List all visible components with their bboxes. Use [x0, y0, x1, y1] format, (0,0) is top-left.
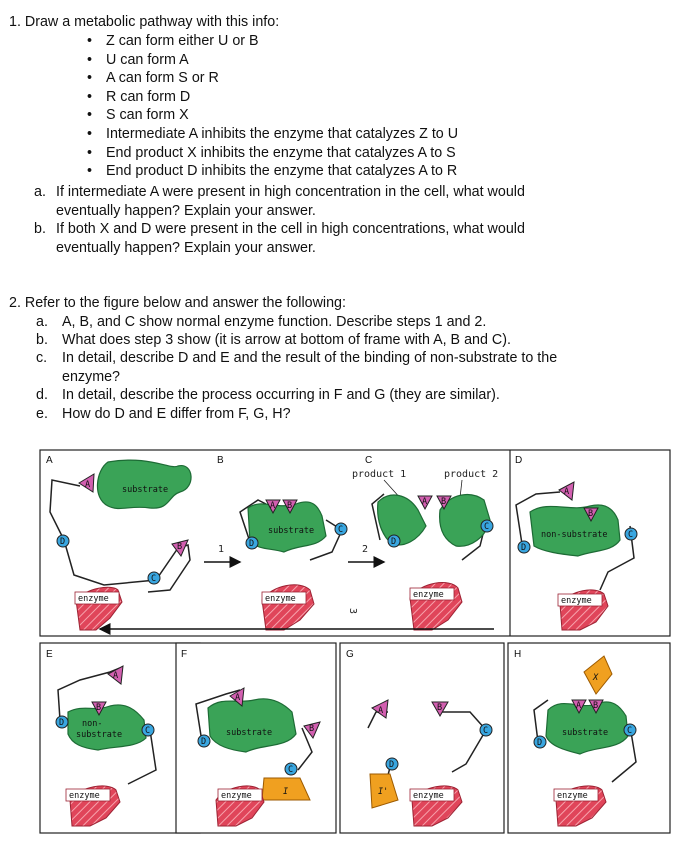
svg-text:C: C — [151, 574, 157, 584]
panel-label-e: E — [46, 649, 53, 660]
panel-label-f: F — [181, 649, 188, 660]
q1a-letter: a. — [34, 184, 46, 200]
panel-label-a: A — [46, 455, 53, 466]
q1b-letter: b. — [34, 221, 46, 237]
svg-text:D: D — [537, 738, 543, 748]
svg-text:B: B — [309, 724, 315, 734]
panel-e-non-substrate — [68, 705, 146, 750]
svg-text:A: A — [378, 706, 384, 716]
svg-text:D: D — [391, 537, 397, 547]
question-2-heading: 2. Refer to the figure below and answer the following: — [9, 295, 346, 311]
svg-text:D: D — [59, 718, 65, 728]
panel-d-enzyme-label: enzyme — [561, 596, 592, 606]
svg-text:X: X — [593, 673, 599, 683]
bullet-marker: • — [87, 126, 93, 142]
q2-item-text: How do D and E differ from F, G, H? — [62, 406, 291, 422]
svg-text:I: I — [283, 787, 289, 797]
panel-label-d: D — [515, 455, 523, 466]
panel-h-enzyme-label: enzyme — [557, 791, 588, 801]
svg-text:D: D — [201, 737, 207, 747]
bullet-marker: • — [87, 88, 93, 105]
panel-f-enzyme-label: enzyme — [221, 791, 252, 801]
panel-c-enzyme-label: enzyme — [413, 590, 444, 600]
svg-text:A: A — [576, 701, 582, 711]
panel-label-c: C — [365, 455, 373, 466]
panel-a-enzyme-label: enzyme — [78, 594, 109, 604]
question-1-heading: 1. Draw a metabolic pathway with this info: — [9, 14, 280, 30]
q2-item-letter: d. — [36, 387, 48, 403]
svg-text:D: D — [521, 543, 527, 553]
bullet-marker: • — [87, 107, 93, 124]
q2-item-text-continued: enzyme? — [62, 368, 121, 385]
q1a-line-1: If intermediate A were present in high concentration in the cell, what would — [56, 184, 525, 200]
product-1-label: product 1 — [352, 469, 407, 480]
panel-label-g: G — [346, 649, 354, 660]
svg-text:A: A — [422, 497, 428, 507]
q2-item-letter: c. — [36, 350, 48, 366]
step-1-label: 1 — [218, 544, 225, 555]
svg-text:C: C — [627, 726, 633, 736]
q2-item-text: In detail, describe the process occurring in F and G (they are similar). — [62, 387, 500, 403]
panel-b-enzyme-label: enzyme — [265, 594, 296, 604]
panel-b-substrate-label: substrate — [268, 526, 315, 536]
q1-bullet-item: A can form S or R — [106, 70, 219, 87]
svg-text:C: C — [338, 525, 344, 535]
step-2-label: 2 — [362, 544, 369, 555]
enzyme-inhibition-figure — [38, 448, 676, 848]
bullet-marker: • — [87, 144, 93, 161]
q1b-line-1: If both X and D were present in the cell in high concentrations, what would — [56, 221, 525, 237]
step-3-label: 3 — [347, 608, 358, 615]
product-2-label: product 2 — [444, 469, 499, 480]
svg-text:I': I' — [378, 787, 389, 797]
svg-text:B: B — [437, 703, 443, 713]
svg-text:B: B — [593, 701, 599, 711]
q1-bullet-item: End product D inhibits the enzyme that catalyzes A to R — [106, 163, 458, 180]
panel-g-enzyme-label: enzyme — [413, 791, 444, 801]
panel-h-substrate-label: substrate — [562, 728, 609, 738]
svg-text:B: B — [287, 501, 293, 511]
panel-label-b: B — [217, 455, 224, 466]
panel-label-h: H — [514, 649, 522, 660]
svg-text:B: B — [177, 542, 183, 552]
bullet-marker: • — [87, 51, 93, 68]
q2-item-letter: a. — [36, 314, 48, 330]
svg-text:D: D — [60, 537, 66, 547]
svg-text:D: D — [389, 760, 395, 770]
svg-text:C: C — [484, 522, 490, 532]
q2-item-text: A, B, and C show normal enzyme function. Describe steps 1 and 2. — [62, 314, 487, 330]
panel-d-non-substrate-label: non-substrate — [541, 530, 608, 540]
svg-text:A: A — [113, 671, 119, 681]
svg-text:A: A — [564, 487, 570, 497]
panel-e-enzyme-label: enzyme — [69, 791, 100, 801]
q1a-line-2: eventually happen? Explain your answer. — [56, 203, 316, 219]
q1-bullet-item: Z can form either U or B — [106, 33, 259, 49]
svg-text:B: B — [96, 703, 102, 713]
q2-item-letter: b. — [36, 332, 48, 348]
svg-text:B: B — [588, 509, 594, 519]
bullet-marker: • — [87, 70, 93, 87]
svg-text:A: A — [85, 480, 91, 490]
svg-text:C: C — [288, 765, 294, 775]
bullet-marker: • — [87, 33, 93, 49]
bullet-marker: • — [87, 163, 93, 180]
svg-text:D: D — [249, 539, 255, 549]
q2-item-text: In detail, describe D and E and the result of the binding of non-substrate to the — [62, 350, 558, 366]
svg-text:C: C — [145, 726, 151, 736]
q1b-line-2: eventually happen? Explain your answer. — [56, 240, 316, 256]
q1-bullet-item: U can form A — [106, 51, 189, 68]
q1-bullet-item: S can form X — [106, 107, 189, 124]
q2-item-letter: e. — [36, 406, 48, 422]
q1-bullet-item: R can form D — [106, 88, 191, 105]
panel-a-substrate-label: substrate — [122, 485, 169, 495]
svg-text:A: A — [270, 501, 276, 511]
panel-f-substrate-label: substrate — [226, 728, 273, 738]
svg-text:C: C — [628, 530, 634, 540]
q2-item-text: What does step 3 show (it is arrow at bottom of frame with A, B and C). — [62, 332, 511, 348]
q1-bullet-item: Intermediate A inhibits the enzyme that catalyzes Z to U — [106, 126, 459, 142]
svg-text:A: A — [235, 693, 241, 703]
panel-e-non-substrate-label-top: non- — [82, 719, 103, 729]
panel-e-non-substrate-label-bottom: substrate — [76, 730, 123, 740]
svg-text:C: C — [483, 726, 489, 736]
q1-bullet-item: End product X inhibits the enzyme that catalyzes A to S — [106, 144, 456, 161]
svg-text:B: B — [441, 497, 447, 507]
